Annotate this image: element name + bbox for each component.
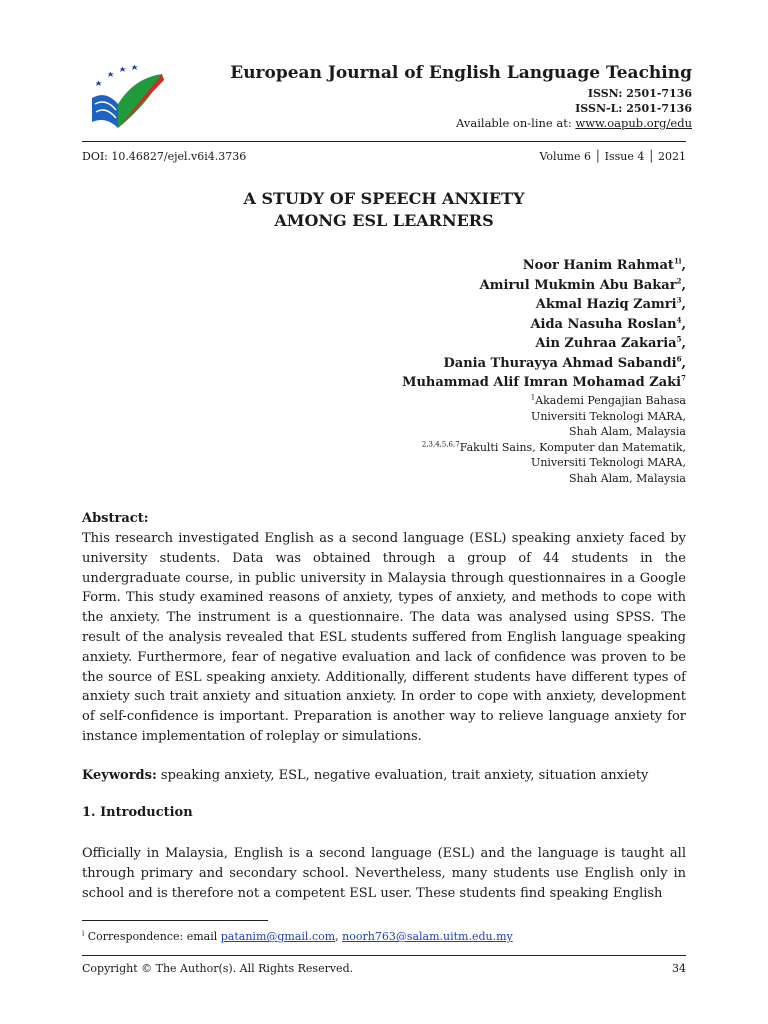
doi: DOI: 10.46827/ejel.v6i4.3736 (82, 150, 247, 163)
issn: ISSN: 2501-7136 (587, 87, 692, 100)
footnote-label: Correspondence: email (87, 930, 218, 943)
title-line-2: AMONG ESL LEARNERS (274, 211, 494, 230)
author-list (402, 256, 686, 393)
author: Ain Zuhraa Zakaria$^5$, (535, 334, 686, 351)
author: Dania Thurayya Ahmad Sabandi$^6$, (443, 354, 686, 371)
journal-title: European Journal of English Language Teaching (230, 63, 692, 83)
page-number: 34 (672, 962, 686, 975)
star-icon (132, 65, 139, 71)
affiliation-2-line-1: $^{2,3,4,5,6,7}$Fakulti Sains, Komputer dan Matematik, (421, 439, 686, 454)
author: Aida Nasuha Roslan$^4$, (530, 315, 686, 332)
abstract-text: This research investigated English as a second language (ESL) speaking anxiety faced by university students. Data was obtained through a group of 44 students in the undergraduate course, in public university in Malaysia through questionnaires in a Google Form. This study examined reasons of anxiety, types of anxiety, and methods to cope with the anxiety. The instrument is a questionnaire. The data was analysed using SPSS. The result of the analysis revealed that ESL students suffered from English language speaking anxiety. Furthermore, fear of negative evaluation and lack of confidence was proven to be the source of ESL speaking anxiety. Additionally, different students have different types of anxiety such trait anxiety and situation anxiety. In order to cope with anxiety, development of self-confidence is important. Preparation is another way to relieve language anxiety for instance implementation of roleplay or simulations. (82, 531, 686, 744)
email-link-1[interactable]: patanim@gmail.com (220, 930, 336, 943)
star-icon (120, 67, 127, 73)
author: Amirul Mukmin Abu Bakar$^2$, (479, 276, 686, 293)
footnote-divider (82, 920, 268, 921)
email-link-2[interactable]: noorh763@salam.uitm.edu.my (342, 930, 513, 943)
affiliation-2-line-3: Shah Alam, Malaysia (568, 471, 686, 485)
available-label: Available on-line at: (456, 116, 572, 130)
copyright: Copyright © The Author(s). All Rights Reserved. (82, 962, 354, 975)
keywords (82, 766, 686, 785)
keywords-label: Keywords: (82, 768, 157, 783)
star-icon (108, 72, 115, 78)
journal-url-link[interactable]: www.oapub.org/edu (575, 116, 692, 130)
star-icon (96, 81, 103, 87)
article-title (82, 188, 686, 232)
section-heading: 1. Introduction (82, 805, 193, 820)
volume-info: Volume 6 │ Issue 4 │ 2021 (539, 150, 686, 163)
affiliation-1-line-1: $^1$Akademi Pengajian Bahasa (530, 393, 686, 407)
open-book-logo-icon (88, 60, 168, 132)
issn-l: ISSN-L: 2501-7136 (575, 102, 692, 115)
footnote-marker: i (82, 929, 85, 938)
footer-divider (82, 955, 686, 956)
author: Muhammad Alif Imran Mohamad Zaki$^7$ (402, 373, 686, 390)
journal-logo (88, 60, 168, 132)
author: Akmal Haziq Zamri$^3$, (535, 295, 686, 312)
affiliation-1-line-2: Universiti Teknologi MARA, (531, 409, 686, 423)
issn-block (575, 86, 692, 116)
affiliation-2-line-2: Universiti Teknologi MARA, (531, 456, 686, 469)
abstract-heading: Abstract: (82, 511, 149, 526)
affiliation-1-line-3: Shah Alam, Malaysia (568, 425, 686, 438)
footnote: $^i$ Correspondence: email patanim@gmail.com, noorh763@salam.uitm.edu.my (82, 929, 513, 943)
intro-paragraph: Officially in Malaysia, English is a second language (ESL) and the language is taught all through primary and secondary school. Nevertheless, many students use English only in school and is therefore not a competent ESL user. These students find speaking English (82, 846, 686, 901)
header-divider (82, 141, 686, 142)
affiliations (422, 393, 686, 486)
availability-line (456, 116, 692, 130)
title-line-1: A STUDY OF SPEECH ANXIETY (243, 189, 525, 208)
author: Noor Hanim Rahmat$^{1i}$, (522, 256, 686, 273)
keywords-text: speaking anxiety, ESL, negative evaluation, trait anxiety, situation anxiety (160, 768, 649, 783)
